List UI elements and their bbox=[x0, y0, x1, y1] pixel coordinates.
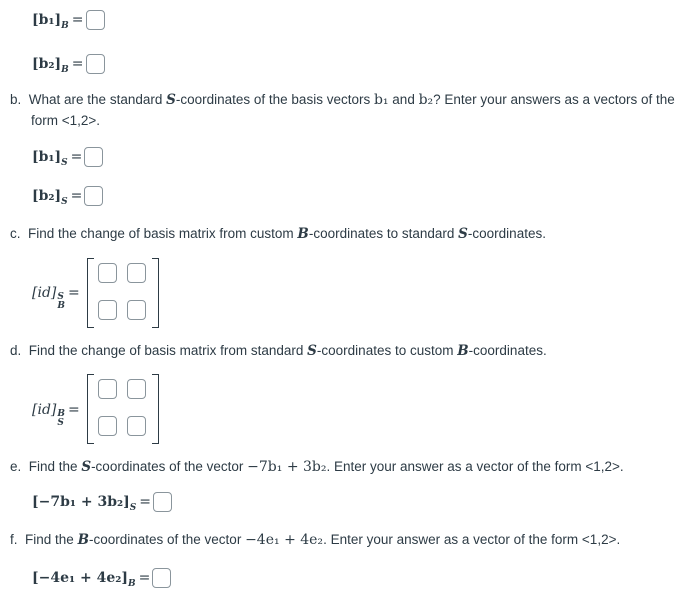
answer-row-b-b1: $[b_1]_S$ = bbox=[32, 147, 103, 168]
bracket-left bbox=[87, 374, 94, 444]
label-b1-in-B: [b₁] bbox=[32, 12, 62, 28]
matrix-d-cell-22[interactable] bbox=[127, 416, 146, 436]
question-e: e. Find the S-coordinates of the vector −7b₁ + 3b₂. Enter your answer as a vector of the form <1,2>. bbox=[10, 459, 624, 475]
matrix-c-cell-21[interactable] bbox=[98, 300, 117, 320]
answer-row-a-b2: $[b_2]_B$ = bbox=[32, 54, 105, 75]
bracket-left bbox=[87, 258, 94, 328]
question-b: b. What are the standard S-coordinates of the basis vectors b₁ and b₂? Enter your answers as a vectors of the bbox=[10, 92, 675, 108]
matrix-d-cell-21[interactable] bbox=[98, 416, 117, 436]
answer-row-f: $[-4e_1 + 4e_2]_B$ = bbox=[32, 568, 171, 589]
answer-row-a-b1: $[b_1]_B$ = bbox=[32, 10, 105, 31]
matrix-c bbox=[87, 258, 159, 328]
answer-box-e[interactable] bbox=[153, 492, 172, 512]
answer-row-e: $[-7b_1 + 3b_2]_S$ = bbox=[32, 492, 172, 513]
matrix-d bbox=[87, 374, 159, 444]
matrix-c-cell-11[interactable] bbox=[98, 263, 117, 283]
matrix-label-d: [id] B S = bbox=[32, 402, 80, 428]
matrix-d-cell-12[interactable] bbox=[127, 379, 146, 399]
answer-box-a-b1[interactable] bbox=[86, 10, 105, 30]
matrix-label-c: [id] S B = bbox=[32, 285, 80, 311]
matrix-c-cell-22[interactable] bbox=[127, 300, 146, 320]
matrix-d-cell-11[interactable] bbox=[98, 379, 117, 399]
bracket-right bbox=[152, 374, 159, 444]
answer-box-b-b1[interactable] bbox=[84, 147, 103, 167]
question-f: f. Find the B-coordinates of the vector −4e₁ + 4e₂. Enter your answer as a vector of the form <1,2>. bbox=[10, 532, 621, 548]
question-d: d. Find the change of basis matrix from standard S-coordinates to custom B-coordinates. bbox=[10, 343, 547, 359]
answer-box-a-b2[interactable] bbox=[86, 54, 105, 74]
label-b2-in-B: [b₂] bbox=[32, 56, 62, 72]
question-b-line2: form <1,2>. bbox=[31, 113, 101, 128]
bracket-right bbox=[152, 258, 159, 328]
matrix-c-cell-12[interactable] bbox=[127, 263, 146, 283]
question-c: c. Find the change of basis matrix from custom B-coordinates to standard S-coordinates. bbox=[10, 226, 546, 242]
answer-box-f[interactable] bbox=[152, 568, 171, 588]
answer-row-b-b2: $[b_2]_S$ = bbox=[32, 186, 103, 207]
answer-box-b-b2[interactable] bbox=[84, 186, 103, 206]
